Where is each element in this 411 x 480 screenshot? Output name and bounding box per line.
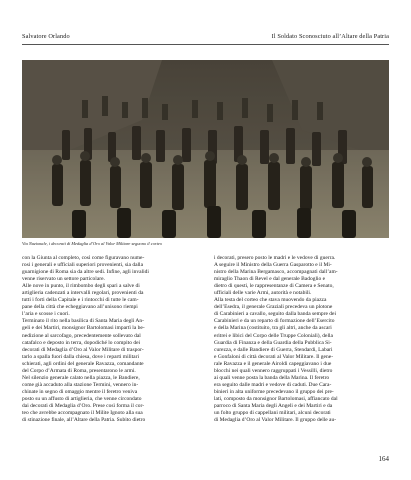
text-line: schierati, agli ordini del generale Ravazza, comandante <box>22 360 144 367</box>
text-column-right <box>214 255 390 424</box>
text-line: e Gonfaloni di città decorati al Valor Militare. Il gene- <box>214 353 334 360</box>
text-line: artiglieria cadenzati a intervalli regolari, provenienti da <box>22 290 144 297</box>
text-line: decorati di Medaglia d’Oro al Valor Militare di traspor- <box>22 346 144 353</box>
text-line: blocchi nei quali vennero raggruppati i Vessilli, dietro <box>214 367 333 374</box>
text-line: Terminato il rito nella basilica di Santa Maria degli An- <box>22 318 144 325</box>
text-line: teo che avrebbe accompagnato il Milite Ignoto alla sua <box>22 410 143 417</box>
text-line: un folto gruppo di cappellani militari, alcuni decorati <box>214 410 331 417</box>
text-line: rosi i generali e ufficiali superiori provenienti, sia dalla <box>22 262 144 269</box>
text-line: era seguito dalle madri e vedove di caduti. Due Cara- <box>214 381 332 388</box>
text-line: Carabinieri e da un reparto di formazione dell’Esercito <box>214 318 335 325</box>
text-line: dai decorati di Medaglia d’Oro. Prese così forma il cor- <box>22 402 145 409</box>
page-number: 164 <box>378 455 389 463</box>
text-line: posto su un affusto di artiglieria, che venne circondato <box>22 395 142 402</box>
text-line: con la Giunta al completo, così come figuravano nume- <box>22 255 145 261</box>
text-line: eritrei e libici del Corpo delle Truppe Coloniali), della <box>214 332 333 339</box>
text-line: del Corpo d’Armata di Roma, presentarono le armi. <box>22 367 136 374</box>
text-line: miraglio Thaon di Revel e dal generale Badoglio e <box>214 276 326 283</box>
text-line: nistro della Marina Bergamasco, accompagnati dall’am- <box>214 269 338 276</box>
text-line: lati, composto da monsignor Bartolomasi, affiancato dal <box>214 395 338 402</box>
text-line: Alle nove in punto, il rimbombo degli spari a salve di <box>22 283 140 290</box>
text-line: catafalco e deposto in terra, dopodiché lo compito dei <box>22 339 141 346</box>
running-header <box>22 31 389 43</box>
text-line: nedizione al sarcofago, precedentemente sollevato dal <box>22 332 141 339</box>
text-line: i decorati, presero posto le madri e le vedove di guerra. <box>214 255 336 261</box>
header-title: Il Soldato Sconosciuto all’Altare della Patria <box>271 33 389 40</box>
text-line: dell’Esedra, il generale Graziali precedeva un plotone <box>214 304 333 311</box>
header-rule <box>22 44 389 45</box>
text-line: Guardia di Finanza e della Guardia della Pubblica Si- <box>214 339 332 346</box>
text-line: Nel silenzio generale calato nella piazza, le Bandiere, <box>22 374 140 381</box>
text-line: ai quali venne posta la banda della Marina. Il feretro <box>214 374 330 381</box>
text-line: di Carabinieri a cavallo, seguito dalla banda sempre dei <box>214 311 337 318</box>
text-line: geli e dei Martiri, monsignor Bartolomasi impartì la be- <box>22 325 145 332</box>
text-line: parroco di Santa Maria degli Angeli e dei Martiri e da <box>214 402 333 409</box>
text-line: l’aria e scosse i cuori. <box>22 311 70 318</box>
text-line: ufficiali delle varie Armi, autorità e notabili. <box>214 290 312 297</box>
header-author: Salvatore Orlando <box>22 33 70 40</box>
text-line: guarnigione di Roma sia da altre sedi. Infine, agli invalidi <box>22 269 149 276</box>
text-line: binieri in alta uniforme precedevano il gruppo dei pre- <box>214 388 334 395</box>
text-line: e della Marina (costituito, tra gli altri, anche da ascari <box>214 325 332 332</box>
text-line: dietro di questi, le rappresentanze di Camera e Senato, <box>214 283 334 290</box>
text-line: curezza, e dalle Bandiere di Guerra, Stendardi, Labari <box>214 346 333 353</box>
text-line: di stinazione finale, all’Altare della Patria. Subito dietro <box>22 417 146 424</box>
text-line: tutti i forti della Capitale e i rintocchi di tutte le cam- <box>22 297 139 304</box>
text-line: Alla testa del corteo che stava muovendo da piazza <box>214 297 327 304</box>
text-column-left <box>22 255 198 424</box>
text-line: rale Ravazza e il generale Airoldi capeggiavano i due <box>214 360 332 367</box>
text-line: come già accaduto alla stazione Termini, vennero in- <box>22 381 139 388</box>
text-line: di Medaglia d’Oro al Valor Militare. Il gruppo delle au- <box>214 417 337 424</box>
text-line: venne riservato un settore particolare. <box>22 276 105 283</box>
text-line: pane della città che echeggiavano all’unisono riempi <box>22 304 138 311</box>
text-line: tarlo a spalla fuori dalla chiesa, dove i reparti militari <box>22 353 139 360</box>
text-line: A seguire il Ministro della Guerra Gasparotto e il Mi- <box>214 262 332 269</box>
photo-caption: Via Nazionale, i decorati di Medaglia d’Oro al Valor Militare seguono il corteo <box>22 241 162 246</box>
text-line: chinate in segno di omaggio mentre il feretro veniva <box>22 388 138 395</box>
parade-photo <box>22 60 389 238</box>
